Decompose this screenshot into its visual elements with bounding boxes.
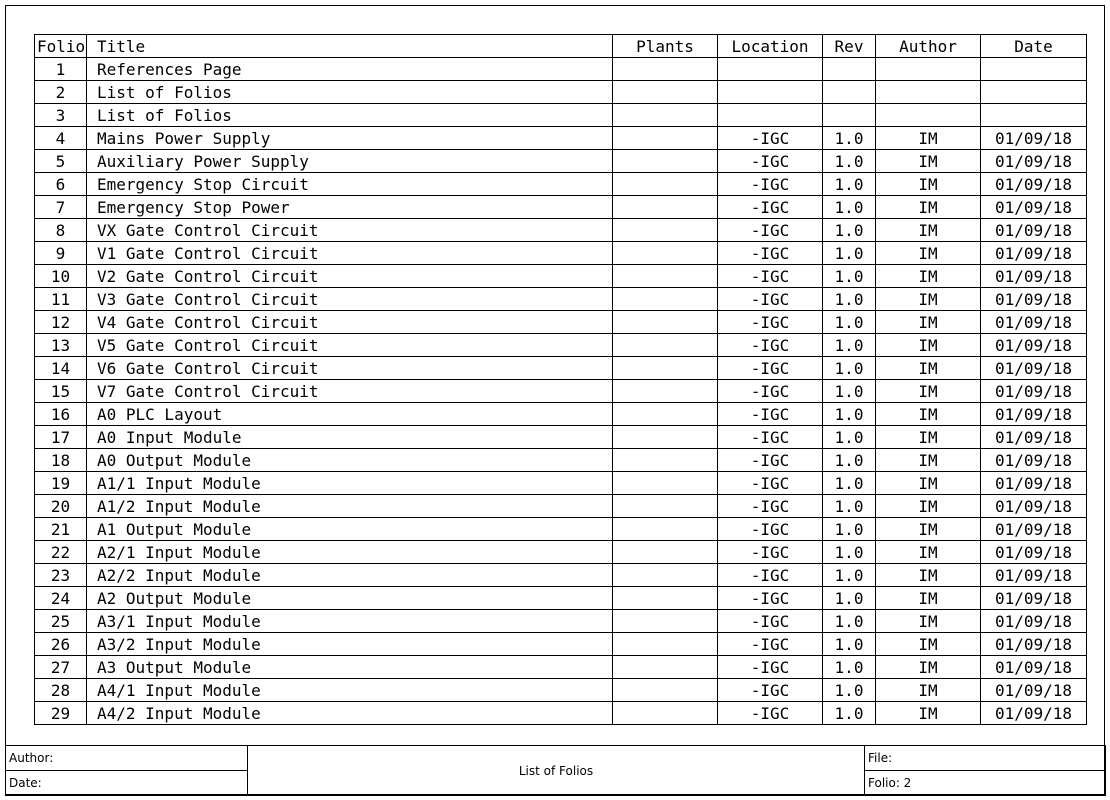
cell-rev: 1.0 <box>823 518 876 541</box>
table-row <box>35 564 1087 587</box>
cell-date: 01/09/18 <box>981 288 1087 311</box>
cell-title: Emergency Stop Power <box>87 196 613 219</box>
header-title: Title <box>87 35 613 58</box>
cell-location: -IGC <box>718 495 823 518</box>
cell-title: Auxiliary Power Supply <box>87 150 613 173</box>
table-row <box>35 449 1087 472</box>
cell-location: -IGC <box>718 518 823 541</box>
header-author: Author <box>876 35 981 58</box>
cell-date: 01/09/18 <box>981 541 1087 564</box>
cell-location: -IGC <box>718 702 823 725</box>
cell-date: 01/09/18 <box>981 357 1087 380</box>
cell-plants <box>613 449 718 472</box>
cell-rev: 1.0 <box>823 380 876 403</box>
cell-plants <box>613 311 718 334</box>
cell-rev: 1.0 <box>823 403 876 426</box>
table-row <box>35 81 1087 104</box>
header-folio: Folio <box>35 35 87 58</box>
title-block-title: List of Folios <box>248 746 865 796</box>
cell-title: A0 Input Module <box>87 426 613 449</box>
cell-date: 01/09/18 <box>981 679 1087 702</box>
cell-location <box>718 58 823 81</box>
cell-location: -IGC <box>718 679 823 702</box>
cell-date: 01/09/18 <box>981 518 1087 541</box>
cell-title: A4/1 Input Module <box>87 679 613 702</box>
cell-title: List of Folios <box>87 104 613 127</box>
cell-date: 01/09/18 <box>981 564 1087 587</box>
cell-location: -IGC <box>718 472 823 495</box>
cell-author: IM <box>876 150 981 173</box>
cell-date: 01/09/18 <box>981 449 1087 472</box>
cell-location: -IGC <box>718 288 823 311</box>
cell-folio: 14 <box>35 357 87 380</box>
cell-folio: 27 <box>35 656 87 679</box>
cell-title: A2/1 Input Module <box>87 541 613 564</box>
table-row <box>35 173 1087 196</box>
cell-author: IM <box>876 334 981 357</box>
cell-location: -IGC <box>718 564 823 587</box>
cell-folio: 18 <box>35 449 87 472</box>
table-row <box>35 633 1087 656</box>
cell-title: References Page <box>87 58 613 81</box>
table-body <box>35 58 1087 725</box>
table-header-row <box>35 35 1087 58</box>
cell-author: IM <box>876 656 981 679</box>
cell-plants <box>613 265 718 288</box>
cell-date <box>981 104 1087 127</box>
cell-folio: 1 <box>35 58 87 81</box>
cell-date: 01/09/18 <box>981 150 1087 173</box>
cell-author: IM <box>876 173 981 196</box>
cell-rev: 1.0 <box>823 449 876 472</box>
table-row <box>35 495 1087 518</box>
cell-date <box>981 58 1087 81</box>
cell-date: 01/09/18 <box>981 311 1087 334</box>
cell-plants <box>613 288 718 311</box>
cell-rev: 1.0 <box>823 702 876 725</box>
cell-title: Mains Power Supply <box>87 127 613 150</box>
cell-date: 01/09/18 <box>981 127 1087 150</box>
cell-rev: 1.0 <box>823 265 876 288</box>
title-block <box>5 745 1106 796</box>
cell-date: 01/09/18 <box>981 702 1087 725</box>
cell-plants <box>613 541 718 564</box>
cell-folio: 12 <box>35 311 87 334</box>
cell-plants <box>613 127 718 150</box>
cell-location: -IGC <box>718 334 823 357</box>
cell-title: A2 Output Module <box>87 587 613 610</box>
cell-location: -IGC <box>718 196 823 219</box>
cell-author: IM <box>876 610 981 633</box>
table-row <box>35 196 1087 219</box>
cell-plants <box>613 518 718 541</box>
cell-rev: 1.0 <box>823 426 876 449</box>
cell-author: IM <box>876 265 981 288</box>
cell-folio: 11 <box>35 288 87 311</box>
table-row <box>35 334 1087 357</box>
cell-rev: 1.0 <box>823 334 876 357</box>
cell-author: IM <box>876 472 981 495</box>
cell-folio: 23 <box>35 564 87 587</box>
cell-rev: 1.0 <box>823 127 876 150</box>
cell-title: A3/2 Input Module <box>87 633 613 656</box>
cell-folio: 6 <box>35 173 87 196</box>
cell-folio: 15 <box>35 380 87 403</box>
cell-plants <box>613 564 718 587</box>
cell-rev: 1.0 <box>823 311 876 334</box>
cell-author <box>876 104 981 127</box>
cell-folio: 19 <box>35 472 87 495</box>
cell-plants <box>613 81 718 104</box>
cell-rev: 1.0 <box>823 357 876 380</box>
cell-plants <box>613 679 718 702</box>
cell-folio: 5 <box>35 150 87 173</box>
cell-date: 01/09/18 <box>981 334 1087 357</box>
table-row <box>35 127 1087 150</box>
cell-plants <box>613 380 718 403</box>
cell-folio: 20 <box>35 495 87 518</box>
cell-location: -IGC <box>718 357 823 380</box>
cell-title: Emergency Stop Circuit <box>87 173 613 196</box>
cell-title: A3/1 Input Module <box>87 610 613 633</box>
cell-folio: 17 <box>35 426 87 449</box>
title-block-folio: Folio: 2 <box>865 771 1106 796</box>
cell-rev: 1.0 <box>823 288 876 311</box>
cell-title: V4 Gate Control Circuit <box>87 311 613 334</box>
cell-author: IM <box>876 380 981 403</box>
cell-date: 01/09/18 <box>981 426 1087 449</box>
cell-rev <box>823 104 876 127</box>
table-row <box>35 518 1087 541</box>
cell-title: V2 Gate Control Circuit <box>87 265 613 288</box>
cell-location: -IGC <box>718 426 823 449</box>
cell-title: A2/2 Input Module <box>87 564 613 587</box>
cell-date <box>981 81 1087 104</box>
folio-list-table <box>34 34 1087 725</box>
cell-location: -IGC <box>718 219 823 242</box>
cell-date: 01/09/18 <box>981 196 1087 219</box>
cell-author: IM <box>876 403 981 426</box>
cell-rev: 1.0 <box>823 495 876 518</box>
cell-location <box>718 81 823 104</box>
cell-author: IM <box>876 564 981 587</box>
cell-date: 01/09/18 <box>981 219 1087 242</box>
table-row <box>35 679 1087 702</box>
cell-folio: 21 <box>35 518 87 541</box>
cell-author: IM <box>876 702 981 725</box>
cell-folio: 24 <box>35 587 87 610</box>
cell-date: 01/09/18 <box>981 633 1087 656</box>
cell-plants <box>613 656 718 679</box>
cell-folio: 29 <box>35 702 87 725</box>
cell-rev: 1.0 <box>823 150 876 173</box>
header-rev: Rev <box>823 35 876 58</box>
table-row <box>35 426 1087 449</box>
cell-location: -IGC <box>718 311 823 334</box>
cell-location: -IGC <box>718 242 823 265</box>
header-location: Location <box>718 35 823 58</box>
cell-rev: 1.0 <box>823 587 876 610</box>
cell-title: A1/1 Input Module <box>87 472 613 495</box>
cell-date: 01/09/18 <box>981 472 1087 495</box>
table-row <box>35 610 1087 633</box>
cell-folio: 3 <box>35 104 87 127</box>
cell-rev <box>823 81 876 104</box>
cell-folio: 7 <box>35 196 87 219</box>
cell-date: 01/09/18 <box>981 173 1087 196</box>
table-row <box>35 403 1087 426</box>
cell-date: 01/09/18 <box>981 380 1087 403</box>
cell-title: VX Gate Control Circuit <box>87 219 613 242</box>
cell-date: 01/09/18 <box>981 495 1087 518</box>
cell-folio: 2 <box>35 81 87 104</box>
cell-rev: 1.0 <box>823 564 876 587</box>
table-row <box>35 219 1087 242</box>
cell-plants <box>613 219 718 242</box>
cell-author: IM <box>876 311 981 334</box>
cell-location: -IGC <box>718 173 823 196</box>
cell-rev: 1.0 <box>823 242 876 265</box>
cell-folio: 10 <box>35 265 87 288</box>
cell-date: 01/09/18 <box>981 587 1087 610</box>
cell-plants <box>613 610 718 633</box>
cell-plants <box>613 472 718 495</box>
header-plants: Plants <box>613 35 718 58</box>
cell-rev: 1.0 <box>823 656 876 679</box>
cell-location <box>718 104 823 127</box>
cell-location: -IGC <box>718 610 823 633</box>
cell-folio: 9 <box>35 242 87 265</box>
cell-title: A1 Output Module <box>87 518 613 541</box>
cell-plants <box>613 357 718 380</box>
title-block-file: File: <box>865 746 1106 771</box>
cell-author: IM <box>876 449 981 472</box>
cell-location: -IGC <box>718 403 823 426</box>
cell-location: -IGC <box>718 127 823 150</box>
table-row <box>35 357 1087 380</box>
table-row <box>35 541 1087 564</box>
cell-plants <box>613 403 718 426</box>
cell-author: IM <box>876 357 981 380</box>
cell-author: IM <box>876 587 981 610</box>
cell-title: V3 Gate Control Circuit <box>87 288 613 311</box>
cell-location: -IGC <box>718 449 823 472</box>
cell-location: -IGC <box>718 587 823 610</box>
cell-plants <box>613 495 718 518</box>
cell-title: V1 Gate Control Circuit <box>87 242 613 265</box>
table-row <box>35 58 1087 81</box>
cell-location: -IGC <box>718 541 823 564</box>
cell-rev: 1.0 <box>823 633 876 656</box>
cell-title: A4/2 Input Module <box>87 702 613 725</box>
table-row <box>35 265 1087 288</box>
cell-rev <box>823 58 876 81</box>
table-row <box>35 311 1087 334</box>
cell-plants <box>613 150 718 173</box>
cell-plants <box>613 242 718 265</box>
cell-title: A3 Output Module <box>87 656 613 679</box>
cell-folio: 8 <box>35 219 87 242</box>
cell-author: IM <box>876 495 981 518</box>
cell-plants <box>613 587 718 610</box>
cell-folio: 13 <box>35 334 87 357</box>
cell-rev: 1.0 <box>823 196 876 219</box>
cell-rev: 1.0 <box>823 541 876 564</box>
cell-plants <box>613 104 718 127</box>
cell-author: IM <box>876 518 981 541</box>
cell-author: IM <box>876 127 981 150</box>
cell-author <box>876 81 981 104</box>
cell-plants <box>613 58 718 81</box>
cell-folio: 4 <box>35 127 87 150</box>
cell-date: 01/09/18 <box>981 265 1087 288</box>
cell-plants <box>613 702 718 725</box>
cell-folio: 22 <box>35 541 87 564</box>
cell-author: IM <box>876 426 981 449</box>
cell-title: A1/2 Input Module <box>87 495 613 518</box>
cell-title: List of Folios <box>87 81 613 104</box>
cell-title: A0 Output Module <box>87 449 613 472</box>
cell-author: IM <box>876 242 981 265</box>
cell-title: A0 PLC Layout <box>87 403 613 426</box>
cell-folio: 28 <box>35 679 87 702</box>
cell-author: IM <box>876 288 981 311</box>
cell-author: IM <box>876 679 981 702</box>
table-row <box>35 104 1087 127</box>
cell-date: 01/09/18 <box>981 242 1087 265</box>
cell-author: IM <box>876 541 981 564</box>
cell-rev: 1.0 <box>823 472 876 495</box>
table-row <box>35 587 1087 610</box>
cell-plants <box>613 196 718 219</box>
cell-plants <box>613 334 718 357</box>
header-date: Date <box>981 35 1087 58</box>
cell-folio: 25 <box>35 610 87 633</box>
cell-rev: 1.0 <box>823 173 876 196</box>
cell-author <box>876 58 981 81</box>
cell-date: 01/09/18 <box>981 403 1087 426</box>
table-row <box>35 288 1087 311</box>
cell-location: -IGC <box>718 633 823 656</box>
table-row <box>35 702 1087 725</box>
table-row <box>35 380 1087 403</box>
cell-date: 01/09/18 <box>981 656 1087 679</box>
cell-date: 01/09/18 <box>981 610 1087 633</box>
cell-plants <box>613 426 718 449</box>
cell-rev: 1.0 <box>823 219 876 242</box>
cell-title: V6 Gate Control Circuit <box>87 357 613 380</box>
cell-author: IM <box>876 219 981 242</box>
table-row <box>35 472 1087 495</box>
table-row <box>35 242 1087 265</box>
cell-folio: 26 <box>35 633 87 656</box>
cell-folio: 16 <box>35 403 87 426</box>
cell-plants <box>613 633 718 656</box>
title-block-author: Author: <box>6 746 248 771</box>
cell-plants <box>613 173 718 196</box>
cell-rev: 1.0 <box>823 679 876 702</box>
cell-rev: 1.0 <box>823 610 876 633</box>
table-row <box>35 150 1087 173</box>
cell-author: IM <box>876 196 981 219</box>
cell-location: -IGC <box>718 380 823 403</box>
cell-location: -IGC <box>718 656 823 679</box>
table-row <box>35 656 1087 679</box>
cell-location: -IGC <box>718 150 823 173</box>
title-block-date: Date: <box>6 771 248 796</box>
cell-author: IM <box>876 633 981 656</box>
cell-title: V5 Gate Control Circuit <box>87 334 613 357</box>
cell-title: V7 Gate Control Circuit <box>87 380 613 403</box>
cell-location: -IGC <box>718 265 823 288</box>
